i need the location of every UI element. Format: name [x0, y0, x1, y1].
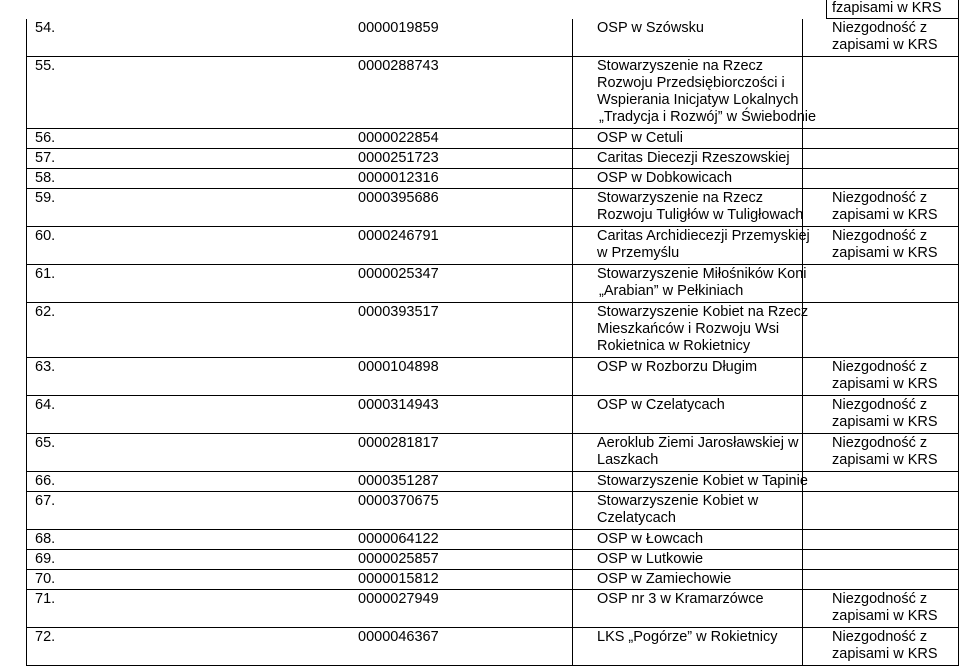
note-line: Niezgodność z [832, 20, 928, 36]
organization-name [597, 150, 825, 167]
table-row [26, 434, 959, 472]
note [832, 435, 958, 469]
column-divider [572, 169, 573, 188]
row-number: 58. [35, 170, 56, 186]
krs-number: 0000064122 [358, 531, 439, 547]
organization-name [597, 58, 825, 126]
organization-name-line: Stowarzyszenie Kobiet w Tapinie [597, 473, 808, 489]
row-number: 68. [35, 531, 56, 547]
organization-name [597, 359, 825, 376]
organization-name [597, 397, 825, 414]
table-row [26, 149, 959, 169]
column-divider [572, 189, 573, 226]
note-line: zapisami w KRS [832, 452, 938, 468]
column-divider [572, 19, 573, 56]
organization-name-line: OSP w Lutkowie [597, 551, 704, 567]
organization-name-line: OSP w Łowcach [597, 531, 704, 547]
note-line: zapisami w KRS [832, 414, 938, 430]
note-line: zapisami w KRS [832, 376, 938, 392]
organization-name-line: Aeroklub Ziemi Jarosławskiej w [597, 435, 799, 451]
note-line: Niezgodność z [832, 190, 928, 206]
organization-name-line: OSP w Dobkowicach [597, 170, 733, 186]
note-line: Niezgodność z [832, 397, 928, 413]
krs-number: 0000022854 [358, 130, 439, 146]
column-divider [572, 530, 573, 549]
row-number: 66. [35, 473, 56, 489]
table-row [26, 227, 959, 265]
table-row [26, 570, 959, 590]
krs-number: 0000104898 [358, 359, 439, 375]
organization-name [597, 228, 825, 262]
table-row [26, 57, 959, 129]
column-divider [572, 570, 573, 589]
organization-name-line: OSP w Czelatycach [597, 397, 725, 413]
column-divider [572, 628, 573, 665]
krs-number: 0000025347 [358, 266, 439, 282]
row-number: 65. [35, 435, 56, 451]
table-row [26, 303, 959, 358]
row-number: 64. [35, 397, 56, 413]
note-line: Niezgodność z [832, 591, 928, 607]
note [832, 629, 958, 663]
krs-number: 0000393517 [358, 304, 439, 320]
organization-name-line: „Tradycja i Rozwój” w Świebodnie [599, 109, 817, 125]
row-number: 72. [35, 629, 56, 645]
krs-number: 0000025857 [358, 551, 439, 567]
note-line: zapisami w KRS [832, 646, 938, 662]
krs-number: 0000027949 [358, 591, 439, 607]
organization-name [597, 571, 825, 588]
note [832, 397, 958, 431]
row-number: 62. [35, 304, 56, 320]
note-line: zapisami w KRS [832, 608, 938, 624]
organization-name [597, 473, 825, 490]
krs-number: 0000314943 [358, 397, 439, 413]
organization-name [597, 435, 825, 469]
column-divider [572, 265, 573, 302]
organization-name-line: OSP w Szówsku [597, 20, 704, 36]
organization-name-line: Stowarzyszenie Kobiet na Rzecz [597, 304, 809, 320]
krs-number: 0000395686 [358, 190, 439, 206]
column-divider [572, 303, 573, 357]
table-row [26, 550, 959, 570]
krs-number: 0000251723 [358, 150, 439, 166]
row-number: 61. [35, 266, 56, 282]
note-line: zapisami w KRS [832, 207, 938, 223]
organization-name-line: Laszkach [597, 452, 659, 468]
krs-number: 0000370675 [358, 493, 439, 509]
organization-name-line: Rozwoju Przedsiębiorczości i [597, 75, 785, 91]
krs-number: 0000288743 [358, 58, 439, 74]
note-line: Niezgodność z [832, 435, 928, 451]
organization-name-line: Stowarzyszenie Miłośników Koni [597, 266, 807, 282]
column-divider [572, 227, 573, 264]
note [832, 20, 958, 54]
organization-name [597, 266, 825, 300]
note [832, 591, 958, 625]
column-divider [572, 492, 573, 529]
krs-number: 0000015812 [358, 571, 439, 587]
row-number: 60. [35, 228, 56, 244]
column-divider [572, 590, 573, 627]
organization-name-line: Mieszkańców i Rozwoju Wsi [597, 321, 780, 337]
row-number: 54. [35, 20, 56, 36]
organization-name [597, 493, 825, 527]
column-divider [572, 396, 573, 433]
table-row [26, 472, 959, 492]
krs-number: 0000046367 [358, 629, 439, 645]
organization-name-line: LKS „Pogórze” w Rokietnicy [597, 629, 778, 645]
organization-name-line: Caritas Archidiecezji Przemyskiej [597, 228, 810, 244]
organization-name-line: OSP w Rozborzu Długim [597, 359, 758, 375]
organization-name-line: w Przemyślu [597, 245, 680, 261]
note [832, 359, 958, 393]
column-divider [572, 550, 573, 569]
krs-number: 0000351287 [358, 473, 439, 489]
organization-name-line: „Arabian” w Pełkiniach [599, 283, 744, 299]
row-number: 63. [35, 359, 56, 375]
column-divider [572, 149, 573, 168]
column-divider [572, 129, 573, 148]
note [832, 228, 958, 262]
top-note-cell [826, 0, 959, 19]
organization-name [597, 591, 825, 608]
table-row [26, 396, 959, 434]
organization-name-line: Stowarzyszenie na Rzecz [597, 58, 764, 74]
note-line: zapisami w KRS [832, 37, 938, 53]
row-number: 59. [35, 190, 56, 206]
note [832, 190, 958, 224]
row-number: 67. [35, 493, 56, 509]
organization-name-line: Rozwoju Tuligłów w Tuligłowach [597, 207, 804, 223]
organization-name [597, 20, 825, 37]
row-number: 69. [35, 551, 56, 567]
organization-name [597, 531, 825, 548]
column-divider [572, 434, 573, 471]
table-row [26, 19, 959, 57]
row-number: 57. [35, 150, 56, 166]
note-line: Niezgodność z [832, 228, 928, 244]
organization-name-line: Caritas Diecezji Rzeszowskiej [597, 150, 790, 166]
table-row [26, 358, 959, 396]
krs-number: 0000019859 [358, 20, 439, 36]
note-line: zapisami w KRS [832, 245, 938, 261]
table-row [26, 169, 959, 189]
organization-name-line: OSP nr 3 w Kramarzówce [597, 591, 764, 607]
organization-name [597, 304, 825, 355]
top-note-text: fzapisami w KRS [832, 0, 942, 16]
krs-number: 0000246791 [358, 228, 439, 244]
table-row [26, 530, 959, 550]
table-row [26, 189, 959, 227]
krs-number: 0000012316 [358, 170, 439, 186]
organization-name [597, 551, 825, 568]
column-divider [572, 472, 573, 491]
column-divider [572, 358, 573, 395]
organization-name [597, 170, 825, 187]
row-number: 55. [35, 58, 56, 74]
organization-name-line: Stowarzyszenie Kobiet w [597, 493, 759, 509]
table-row [26, 590, 959, 628]
column-divider [572, 57, 573, 128]
krs-number: 0000281817 [358, 435, 439, 451]
organization-name [597, 130, 825, 147]
table-row [26, 628, 959, 666]
row-number: 56. [35, 130, 56, 146]
organization-name-line: Wspierania Inicjatyw Lokalnych [597, 92, 799, 108]
table-row [26, 129, 959, 149]
organization-name-line: OSP w Cetuli [597, 130, 683, 146]
organization-name [597, 190, 825, 224]
row-number: 71. [35, 591, 56, 607]
table-row [26, 492, 959, 530]
organization-name [597, 629, 825, 646]
table-row [26, 265, 959, 303]
organization-name-line: Stowarzyszenie na Rzecz [597, 190, 764, 206]
organization-name-line: Rokietnica w Rokietnicy [597, 338, 751, 354]
organization-name-line: Czelatycach [597, 510, 676, 526]
note-line: Niezgodność z [832, 629, 928, 645]
organization-name-line: OSP w Zamiechowie [597, 571, 732, 587]
note-line: Niezgodność z [832, 359, 928, 375]
row-number: 70. [35, 571, 56, 587]
